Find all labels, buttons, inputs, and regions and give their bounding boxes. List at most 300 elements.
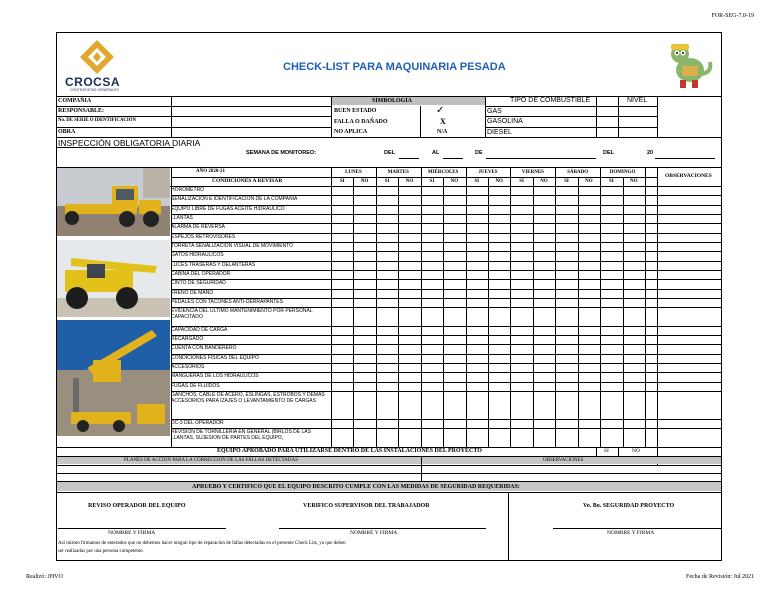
check-cell[interactable] bbox=[443, 307, 465, 326]
check-cell[interactable] bbox=[510, 391, 532, 419]
check-cell[interactable] bbox=[353, 419, 375, 428]
check-cell[interactable] bbox=[600, 335, 622, 344]
check-cell[interactable] bbox=[623, 251, 645, 260]
check-cell[interactable] bbox=[510, 419, 532, 428]
check-cell[interactable] bbox=[443, 289, 465, 298]
check-cell[interactable] bbox=[398, 270, 420, 279]
check-cell[interactable] bbox=[376, 354, 398, 363]
check-cell[interactable] bbox=[398, 382, 420, 391]
check-cell[interactable] bbox=[331, 214, 353, 223]
check-cell[interactable] bbox=[331, 205, 353, 214]
check-cell[interactable] bbox=[555, 261, 577, 270]
check-cell[interactable] bbox=[421, 363, 443, 372]
check-cell[interactable] bbox=[376, 391, 398, 419]
check-cell[interactable] bbox=[421, 261, 443, 270]
check-cell[interactable] bbox=[488, 419, 510, 428]
check-cell[interactable] bbox=[398, 307, 420, 326]
check-cell[interactable] bbox=[488, 382, 510, 391]
check-cell[interactable] bbox=[533, 242, 555, 251]
signature-safety-line[interactable] bbox=[553, 528, 721, 529]
check-cell[interactable] bbox=[578, 205, 600, 214]
check-cell[interactable] bbox=[398, 363, 420, 372]
check-cell[interactable] bbox=[398, 344, 420, 353]
check-cell[interactable] bbox=[466, 242, 488, 251]
check-cell[interactable] bbox=[398, 428, 420, 447]
check-cell[interactable] bbox=[376, 382, 398, 391]
check-cell[interactable] bbox=[466, 391, 488, 419]
check-cell[interactable] bbox=[398, 419, 420, 428]
check-cell[interactable] bbox=[353, 251, 375, 260]
check-cell[interactable] bbox=[398, 335, 420, 344]
check-cell[interactable] bbox=[421, 391, 443, 419]
check-cell[interactable] bbox=[421, 233, 443, 242]
check-cell[interactable] bbox=[488, 195, 510, 204]
check-cell[interactable] bbox=[533, 223, 555, 232]
check-cell[interactable] bbox=[421, 344, 443, 353]
signature-supervisor-line[interactable] bbox=[279, 528, 486, 529]
check-cell[interactable] bbox=[443, 382, 465, 391]
check-cell[interactable] bbox=[443, 186, 465, 195]
check-cell[interactable] bbox=[421, 372, 443, 381]
check-cell[interactable] bbox=[533, 391, 555, 419]
check-cell[interactable] bbox=[510, 428, 532, 447]
check-cell[interactable] bbox=[353, 382, 375, 391]
check-cell[interactable] bbox=[353, 186, 375, 195]
check-cell[interactable] bbox=[488, 307, 510, 326]
check-cell[interactable] bbox=[510, 289, 532, 298]
check-cell[interactable] bbox=[600, 363, 622, 372]
check-cell[interactable] bbox=[443, 261, 465, 270]
check-cell[interactable] bbox=[398, 223, 420, 232]
check-cell[interactable] bbox=[623, 205, 645, 214]
check-cell[interactable] bbox=[488, 279, 510, 288]
check-cell[interactable] bbox=[510, 382, 532, 391]
check-cell[interactable] bbox=[578, 307, 600, 326]
check-cell[interactable] bbox=[510, 251, 532, 260]
check-cell[interactable] bbox=[600, 326, 622, 335]
check-cell[interactable] bbox=[510, 186, 532, 195]
check-cell[interactable] bbox=[623, 242, 645, 251]
check-cell[interactable] bbox=[578, 391, 600, 419]
check-cell[interactable] bbox=[466, 270, 488, 279]
check-cell[interactable] bbox=[623, 344, 645, 353]
check-cell[interactable] bbox=[353, 335, 375, 344]
check-cell[interactable] bbox=[488, 298, 510, 307]
check-cell[interactable] bbox=[578, 335, 600, 344]
check-cell[interactable] bbox=[443, 214, 465, 223]
check-cell[interactable] bbox=[623, 363, 645, 372]
check-cell[interactable] bbox=[510, 307, 532, 326]
check-cell[interactable] bbox=[488, 223, 510, 232]
check-cell[interactable] bbox=[331, 279, 353, 288]
check-cell[interactable] bbox=[623, 391, 645, 419]
check-cell[interactable] bbox=[533, 307, 555, 326]
check-cell[interactable] bbox=[533, 298, 555, 307]
check-cell[interactable] bbox=[488, 354, 510, 363]
check-cell[interactable] bbox=[421, 298, 443, 307]
check-cell[interactable] bbox=[376, 289, 398, 298]
check-cell[interactable] bbox=[466, 326, 488, 335]
check-cell[interactable] bbox=[533, 251, 555, 260]
check-cell[interactable] bbox=[623, 186, 645, 195]
check-cell[interactable] bbox=[488, 344, 510, 353]
check-cell[interactable] bbox=[353, 326, 375, 335]
check-cell[interactable] bbox=[353, 279, 375, 288]
check-cell[interactable] bbox=[398, 372, 420, 381]
check-cell[interactable] bbox=[488, 326, 510, 335]
check-cell[interactable] bbox=[600, 307, 622, 326]
check-cell[interactable] bbox=[533, 363, 555, 372]
check-cell[interactable] bbox=[331, 326, 353, 335]
check-cell[interactable] bbox=[353, 214, 375, 223]
check-cell[interactable] bbox=[466, 372, 488, 381]
check-cell[interactable] bbox=[398, 326, 420, 335]
check-cell[interactable] bbox=[376, 186, 398, 195]
check-cell[interactable] bbox=[578, 428, 600, 447]
check-cell[interactable] bbox=[510, 214, 532, 223]
check-cell[interactable] bbox=[353, 289, 375, 298]
check-cell[interactable] bbox=[555, 344, 577, 353]
check-cell[interactable] bbox=[555, 223, 577, 232]
check-cell[interactable] bbox=[488, 335, 510, 344]
check-cell[interactable] bbox=[488, 270, 510, 279]
check-cell[interactable] bbox=[353, 372, 375, 381]
check-cell[interactable] bbox=[600, 391, 622, 419]
check-cell[interactable] bbox=[353, 344, 375, 353]
check-cell[interactable] bbox=[353, 307, 375, 326]
check-cell[interactable] bbox=[443, 205, 465, 214]
check-cell[interactable] bbox=[623, 261, 645, 270]
check-cell[interactable] bbox=[376, 261, 398, 270]
check-cell[interactable] bbox=[555, 372, 577, 381]
check-cell[interactable] bbox=[466, 428, 488, 447]
check-cell[interactable] bbox=[353, 242, 375, 251]
check-cell[interactable] bbox=[578, 298, 600, 307]
check-cell[interactable] bbox=[510, 344, 532, 353]
check-cell[interactable] bbox=[466, 354, 488, 363]
check-cell[interactable] bbox=[376, 233, 398, 242]
check-cell[interactable] bbox=[421, 214, 443, 223]
check-cell[interactable] bbox=[353, 363, 375, 372]
check-cell[interactable] bbox=[555, 242, 577, 251]
check-cell[interactable] bbox=[555, 382, 577, 391]
check-cell[interactable] bbox=[421, 354, 443, 363]
check-cell[interactable] bbox=[578, 223, 600, 232]
check-cell[interactable] bbox=[466, 344, 488, 353]
check-cell[interactable] bbox=[488, 233, 510, 242]
check-cell[interactable] bbox=[488, 261, 510, 270]
check-cell[interactable] bbox=[623, 223, 645, 232]
check-cell[interactable] bbox=[600, 195, 622, 204]
check-cell[interactable] bbox=[578, 261, 600, 270]
check-cell[interactable] bbox=[600, 261, 622, 270]
check-cell[interactable] bbox=[421, 186, 443, 195]
check-cell[interactable] bbox=[623, 270, 645, 279]
check-cell[interactable] bbox=[623, 279, 645, 288]
check-cell[interactable] bbox=[555, 307, 577, 326]
check-cell[interactable] bbox=[600, 428, 622, 447]
check-cell[interactable] bbox=[623, 289, 645, 298]
check-cell[interactable] bbox=[466, 289, 488, 298]
check-cell[interactable] bbox=[533, 428, 555, 447]
check-cell[interactable] bbox=[466, 419, 488, 428]
check-cell[interactable] bbox=[466, 186, 488, 195]
approval-no[interactable]: NO bbox=[632, 448, 640, 454]
check-cell[interactable] bbox=[510, 335, 532, 344]
check-cell[interactable] bbox=[600, 251, 622, 260]
check-cell[interactable] bbox=[510, 195, 532, 204]
check-cell[interactable] bbox=[331, 391, 353, 419]
check-cell[interactable] bbox=[578, 270, 600, 279]
check-cell[interactable] bbox=[600, 270, 622, 279]
check-cell[interactable] bbox=[578, 279, 600, 288]
check-cell[interactable] bbox=[443, 251, 465, 260]
check-cell[interactable] bbox=[421, 382, 443, 391]
check-cell[interactable] bbox=[466, 261, 488, 270]
check-cell[interactable] bbox=[600, 344, 622, 353]
check-cell[interactable] bbox=[376, 428, 398, 447]
check-cell[interactable] bbox=[600, 289, 622, 298]
check-cell[interactable] bbox=[421, 419, 443, 428]
check-cell[interactable] bbox=[376, 279, 398, 288]
check-cell[interactable] bbox=[510, 242, 532, 251]
check-cell[interactable] bbox=[533, 270, 555, 279]
check-cell[interactable] bbox=[623, 326, 645, 335]
site-field[interactable] bbox=[172, 128, 331, 137]
check-cell[interactable] bbox=[623, 372, 645, 381]
check-cell[interactable] bbox=[331, 233, 353, 242]
check-cell[interactable] bbox=[488, 242, 510, 251]
check-cell[interactable] bbox=[466, 214, 488, 223]
check-cell[interactable] bbox=[421, 279, 443, 288]
check-cell[interactable] bbox=[443, 428, 465, 447]
check-cell[interactable] bbox=[600, 233, 622, 242]
check-cell[interactable] bbox=[443, 242, 465, 251]
check-cell[interactable] bbox=[398, 214, 420, 223]
check-cell[interactable] bbox=[578, 233, 600, 242]
check-cell[interactable] bbox=[443, 363, 465, 372]
check-cell[interactable] bbox=[331, 363, 353, 372]
check-cell[interactable] bbox=[331, 298, 353, 307]
check-cell[interactable] bbox=[533, 326, 555, 335]
check-cell[interactable] bbox=[533, 344, 555, 353]
check-cell[interactable] bbox=[600, 186, 622, 195]
check-cell[interactable] bbox=[555, 391, 577, 419]
check-cell[interactable] bbox=[555, 335, 577, 344]
check-cell[interactable] bbox=[533, 289, 555, 298]
check-cell[interactable] bbox=[353, 233, 375, 242]
check-cell[interactable] bbox=[466, 382, 488, 391]
check-cell[interactable] bbox=[331, 307, 353, 326]
check-cell[interactable] bbox=[421, 326, 443, 335]
check-cell[interactable] bbox=[353, 195, 375, 204]
check-cell[interactable] bbox=[421, 270, 443, 279]
check-cell[interactable] bbox=[466, 223, 488, 232]
check-cell[interactable] bbox=[578, 354, 600, 363]
check-cell[interactable] bbox=[331, 261, 353, 270]
check-cell[interactable] bbox=[353, 354, 375, 363]
check-cell[interactable] bbox=[533, 186, 555, 195]
check-cell[interactable] bbox=[510, 298, 532, 307]
check-cell[interactable] bbox=[466, 298, 488, 307]
check-cell[interactable] bbox=[578, 382, 600, 391]
check-cell[interactable] bbox=[600, 354, 622, 363]
check-cell[interactable] bbox=[488, 391, 510, 419]
check-cell[interactable] bbox=[623, 195, 645, 204]
check-cell[interactable] bbox=[555, 251, 577, 260]
check-cell[interactable] bbox=[443, 372, 465, 381]
check-cell[interactable] bbox=[555, 186, 577, 195]
check-cell[interactable] bbox=[555, 270, 577, 279]
check-cell[interactable] bbox=[398, 279, 420, 288]
check-cell[interactable] bbox=[578, 214, 600, 223]
check-cell[interactable] bbox=[555, 279, 577, 288]
check-cell[interactable] bbox=[600, 382, 622, 391]
check-cell[interactable] bbox=[376, 298, 398, 307]
check-cell[interactable] bbox=[376, 195, 398, 204]
check-cell[interactable] bbox=[533, 195, 555, 204]
check-cell[interactable] bbox=[331, 419, 353, 428]
check-cell[interactable] bbox=[600, 205, 622, 214]
check-cell[interactable] bbox=[331, 372, 353, 381]
check-cell[interactable] bbox=[398, 261, 420, 270]
check-cell[interactable] bbox=[398, 205, 420, 214]
check-cell[interactable] bbox=[623, 382, 645, 391]
check-cell[interactable] bbox=[331, 354, 353, 363]
signature-operator-line[interactable] bbox=[58, 528, 226, 529]
check-cell[interactable] bbox=[488, 428, 510, 447]
check-cell[interactable] bbox=[488, 186, 510, 195]
check-cell[interactable] bbox=[600, 279, 622, 288]
check-cell[interactable] bbox=[376, 242, 398, 251]
check-cell[interactable] bbox=[466, 233, 488, 242]
check-cell[interactable] bbox=[443, 279, 465, 288]
check-cell[interactable] bbox=[331, 195, 353, 204]
check-cell[interactable] bbox=[353, 223, 375, 232]
check-cell[interactable] bbox=[398, 391, 420, 419]
check-cell[interactable] bbox=[533, 261, 555, 270]
check-cell[interactable] bbox=[421, 289, 443, 298]
responsible-field[interactable] bbox=[172, 107, 331, 116]
check-cell[interactable] bbox=[398, 195, 420, 204]
check-cell[interactable] bbox=[421, 205, 443, 214]
check-cell[interactable] bbox=[353, 261, 375, 270]
check-cell[interactable] bbox=[623, 298, 645, 307]
check-cell[interactable] bbox=[488, 363, 510, 372]
check-cell[interactable] bbox=[533, 372, 555, 381]
check-cell[interactable] bbox=[376, 214, 398, 223]
check-cell[interactable] bbox=[510, 326, 532, 335]
check-cell[interactable] bbox=[510, 270, 532, 279]
check-cell[interactable] bbox=[578, 344, 600, 353]
check-cell[interactable] bbox=[376, 326, 398, 335]
check-cell[interactable] bbox=[555, 205, 577, 214]
check-cell[interactable] bbox=[533, 335, 555, 344]
check-cell[interactable] bbox=[555, 233, 577, 242]
check-cell[interactable] bbox=[488, 251, 510, 260]
check-cell[interactable] bbox=[376, 251, 398, 260]
check-cell[interactable] bbox=[488, 214, 510, 223]
check-cell[interactable] bbox=[376, 335, 398, 344]
check-cell[interactable] bbox=[421, 428, 443, 447]
check-cell[interactable] bbox=[466, 205, 488, 214]
check-cell[interactable] bbox=[376, 205, 398, 214]
check-cell[interactable] bbox=[623, 233, 645, 242]
check-cell[interactable] bbox=[533, 214, 555, 223]
check-cell[interactable] bbox=[331, 335, 353, 344]
check-cell[interactable] bbox=[376, 344, 398, 353]
serial-field[interactable] bbox=[172, 117, 331, 127]
check-cell[interactable] bbox=[555, 354, 577, 363]
check-cell[interactable] bbox=[600, 372, 622, 381]
check-cell[interactable] bbox=[421, 223, 443, 232]
check-cell[interactable] bbox=[510, 279, 532, 288]
check-cell[interactable] bbox=[488, 289, 510, 298]
check-cell[interactable] bbox=[443, 223, 465, 232]
check-cell[interactable] bbox=[443, 298, 465, 307]
check-cell[interactable] bbox=[533, 382, 555, 391]
check-cell[interactable] bbox=[510, 261, 532, 270]
check-cell[interactable] bbox=[600, 298, 622, 307]
check-cell[interactable] bbox=[466, 195, 488, 204]
check-cell[interactable] bbox=[353, 298, 375, 307]
check-cell[interactable] bbox=[443, 270, 465, 279]
check-cell[interactable] bbox=[398, 233, 420, 242]
check-cell[interactable] bbox=[398, 242, 420, 251]
check-cell[interactable] bbox=[555, 289, 577, 298]
check-cell[interactable] bbox=[353, 270, 375, 279]
check-cell[interactable] bbox=[443, 391, 465, 419]
check-cell[interactable] bbox=[376, 307, 398, 326]
approval-si[interactable]: SI bbox=[604, 448, 609, 454]
check-cell[interactable] bbox=[533, 419, 555, 428]
check-cell[interactable] bbox=[623, 335, 645, 344]
check-cell[interactable] bbox=[600, 419, 622, 428]
check-cell[interactable] bbox=[421, 335, 443, 344]
check-cell[interactable] bbox=[353, 428, 375, 447]
check-cell[interactable] bbox=[331, 251, 353, 260]
check-cell[interactable] bbox=[421, 307, 443, 326]
check-cell[interactable] bbox=[555, 419, 577, 428]
check-cell[interactable] bbox=[421, 251, 443, 260]
check-cell[interactable] bbox=[623, 354, 645, 363]
check-cell[interactable] bbox=[376, 372, 398, 381]
check-cell[interactable] bbox=[376, 223, 398, 232]
check-cell[interactable] bbox=[533, 354, 555, 363]
check-cell[interactable] bbox=[600, 214, 622, 223]
check-cell[interactable] bbox=[510, 223, 532, 232]
check-cell[interactable] bbox=[510, 363, 532, 372]
check-cell[interactable] bbox=[421, 195, 443, 204]
check-cell[interactable] bbox=[578, 251, 600, 260]
check-cell[interactable] bbox=[555, 428, 577, 447]
check-cell[interactable] bbox=[555, 195, 577, 204]
check-cell[interactable] bbox=[533, 233, 555, 242]
check-cell[interactable] bbox=[533, 279, 555, 288]
check-cell[interactable] bbox=[376, 363, 398, 372]
check-cell[interactable] bbox=[578, 186, 600, 195]
check-cell[interactable] bbox=[331, 242, 353, 251]
check-cell[interactable] bbox=[578, 363, 600, 372]
check-cell[interactable] bbox=[376, 419, 398, 428]
check-cell[interactable] bbox=[466, 335, 488, 344]
check-cell[interactable] bbox=[398, 289, 420, 298]
check-cell[interactable] bbox=[443, 419, 465, 428]
check-cell[interactable] bbox=[578, 195, 600, 204]
check-cell[interactable] bbox=[510, 205, 532, 214]
check-cell[interactable] bbox=[331, 382, 353, 391]
check-cell[interactable] bbox=[443, 344, 465, 353]
